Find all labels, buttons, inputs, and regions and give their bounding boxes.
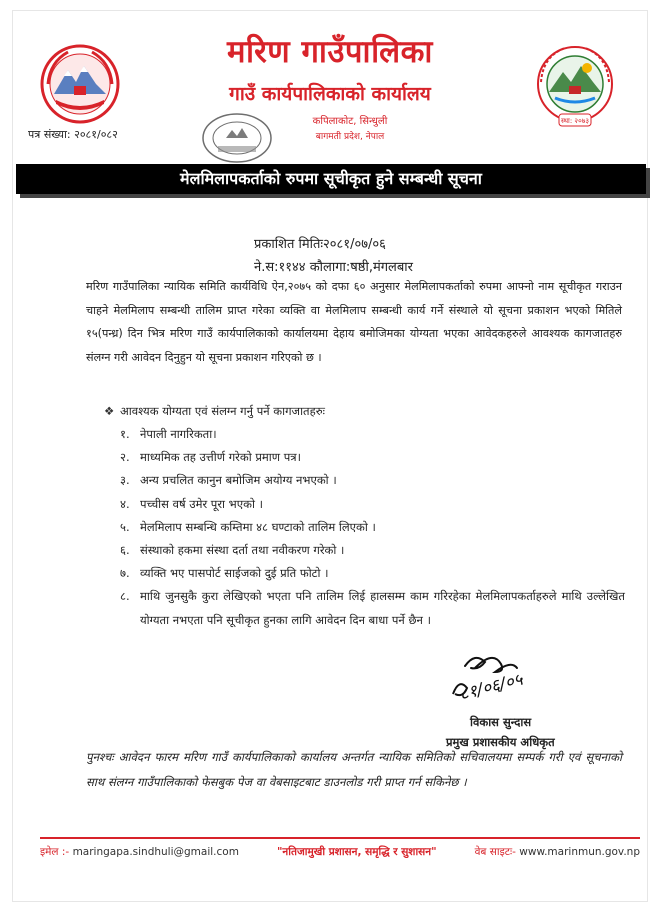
footer-divider xyxy=(40,837,640,839)
nepal-sambat-reference: ने.स:११४४ कौलागा:षष्ठी,मंगलबार xyxy=(254,260,413,275)
footer xyxy=(40,845,640,859)
list-item-number: २. xyxy=(120,450,130,465)
list-item-number: ५. xyxy=(120,519,130,534)
address-line-1: कपिलाकोट, सिन्धुली xyxy=(312,116,388,127)
diamond-bullet-icon: ❖ xyxy=(104,404,115,418)
list-item xyxy=(120,469,625,492)
list-item-text: मेलमिलाप सम्बन्धि कम्तिमा ४८ घण्टाको तालिम लिएको । xyxy=(140,519,376,534)
list-item-text: नेपाली नागरिकता। xyxy=(140,427,217,441)
list-item-number: १. xyxy=(120,427,130,441)
footer-email xyxy=(40,845,239,859)
email-link[interactable]: maringapa.sindhuli@gmail.com xyxy=(72,846,239,858)
letter-number: पत्र संख्या: २०८१/०८२ xyxy=(28,128,118,141)
municipality-title: मरिण गाउँपालिका xyxy=(227,34,433,70)
list-item-text: माध्यमिक तह उत्तीर्ण गरेको प्रमाण पत्र। xyxy=(140,450,301,465)
list-item-text: संस्थाको हकमा संस्था दर्ता तथा नवीकरण गरेको । xyxy=(140,543,345,558)
list-item-number: ४. xyxy=(120,496,130,511)
list-item-number: ७. xyxy=(120,566,130,581)
list-item xyxy=(120,446,625,469)
published-date: प्रकाशित मितिः२०८१/०७/०६ xyxy=(254,237,386,252)
footer-website xyxy=(475,845,640,859)
address-line-2: बागमती प्रदेश, नेपाल xyxy=(315,132,385,142)
list-item-number: ३. xyxy=(120,473,130,488)
footer-slogan: "नतिजामुखी प्रशासन, समृद्धि र सुशासन" xyxy=(276,846,437,858)
list-item-text: अन्य प्रचलित कानुन बमोजिम अयोग्य नभएको । xyxy=(140,473,337,488)
signer-title: प्रमुख प्रशासकीय अधिकृत xyxy=(446,735,555,749)
list-item-text: माथि जुनसुकै कुरा लेखिएको भएता पनि तालिम लिई हालसम्म काम गरिरहेका मेलमिलापकर्ताहरुले माथि उल्लेखित योग्यता नभएता पनि सूचीकृत हुनका लागि आवेदन दिन बाधा पर्ने छैन । xyxy=(140,589,625,627)
signature-date: ८१/०६/०५ xyxy=(457,669,525,705)
list-item xyxy=(120,562,625,585)
nepal-emblem-logo xyxy=(38,42,122,126)
email-label: इमेल :- xyxy=(40,846,70,858)
list-item-text: व्यक्ति भए पासपोर्ट साईजको दुई प्रति फोटो । xyxy=(140,566,329,581)
municipality-logo xyxy=(535,42,615,132)
signer-name: विकास सुन्दास xyxy=(470,715,532,729)
requirements-heading xyxy=(104,404,325,419)
office-stamp xyxy=(198,108,276,168)
list-item-text: पच्चीस वर्ष उमेर पूरा भएको । xyxy=(140,496,263,511)
website-label: वेब साइटः- xyxy=(474,846,516,858)
list-item xyxy=(120,423,625,446)
list-item xyxy=(120,539,625,562)
postscript-note: पुनश्चः आवेदन फारम मरिण गाउँ कार्यपालिकाको कार्यालय अन्तर्गत न्यायिक समितिको सचिवालयमा सम्पर्क गरी एवं सूचनाको साथ संलग्न गाउँपालिकाको फेसबुक पेज वा वेबसाइटबाट डाउनलोड गरी प्राप्त गर्न सकिनेछ । xyxy=(86,750,622,789)
list-item-number: ८. xyxy=(120,589,130,604)
list-item xyxy=(120,493,625,516)
logo-est-text: स्था: २०७३ xyxy=(560,117,590,125)
list-item-number: ६. xyxy=(120,543,130,558)
notice-paragraph: मरिण गाउँपालिका न्यायिक समिति कार्यविधि ऐन,२०७५ को दफा ६० अनुसार मेलमिलापकर्ताको रुपमा आफ्नो नाम सूचीकृत गराउन चाहने मेलमिलाप सम्बन्धी तालिम प्राप्त गरेका व्यक्ति वा मेलमिलाप सम्बन्धी कार्य गर्ने संस्थाले यो सूचना प्रकाशन भएको मितिले १५(पन्ध्र) दिन भित्र मरिण गाउँ कार्यपालिकाको कार्यालयमा देहाय बमोजिमका योग्यता भएका आवेदकहरुले आवश्यक कागजातहरु संलग्न गरी आवेदन दिनुहुन यो सूचना प्रकाशन गरिएको छ । xyxy=(86,280,622,364)
notice-banner: मेलमिलापकर्ताको रुपमा सूचीकृत हुने सम्बन्धी सूचना xyxy=(16,164,646,194)
requirements-list xyxy=(120,423,625,632)
requirements-heading-text: आवश्यक योग्यता एवं संलग्न गर्नु पर्ने कागजातहरुः xyxy=(120,404,325,418)
office-subtitle: गाउँ कार्यपालिकाको कार्यालय xyxy=(229,83,431,105)
list-item xyxy=(120,516,625,539)
website-link[interactable]: www.marinmun.gov.np xyxy=(519,846,640,858)
list-item xyxy=(120,585,625,631)
